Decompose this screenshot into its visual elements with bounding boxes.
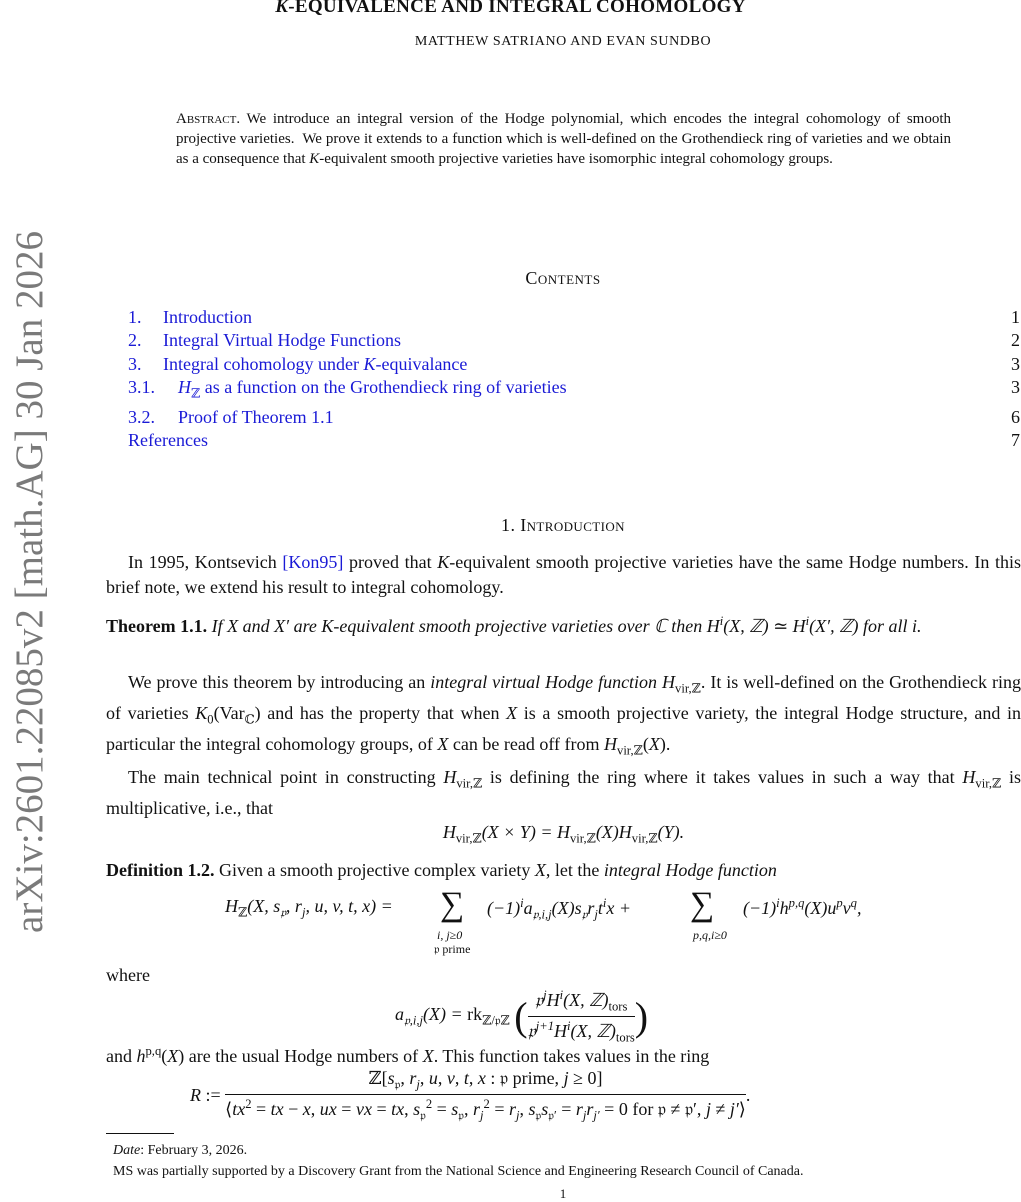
page-number: 1 bbox=[559, 1186, 567, 1201]
toc-item[interactable] bbox=[128, 353, 1020, 376]
hodge-numbers-paragraph: and $h^{p,q}(X)$ are the usual Hodge numbers of X. This function takes values in the ring bbox=[106, 1044, 710, 1066]
footnote-funding: MS was partially supported by a Discovery Grant from the National Science and Engineering Research Council of Canada. bbox=[113, 1164, 804, 1179]
toc-link-hz-function-grothendieck[interactable]: 3.1. $H_ℤ$ as a function on the Grothendieck ring of varieties bbox=[128, 376, 567, 401]
toc-item[interactable] bbox=[128, 429, 1020, 452]
toc-page-number: 6 bbox=[1011, 406, 1020, 427]
theorem-label: Theorem 1.1. bbox=[106, 616, 208, 636]
citation-kon95[interactable]: [Kon95] bbox=[282, 552, 344, 572]
toc-item[interactable] bbox=[128, 376, 1020, 406]
abstract-text: We introduce an integral version of the Hodge polynomial, which encodes the integral cohomology of smooth projective varieties. We prove it extends to a function which is well-defined on the Grothendieck ring of varieties and we obtain as a consequence that K-equivalent smooth projective varieties have isomorphic integral cohomology groups. bbox=[176, 111, 952, 167]
equation-ring-r: R := $ℤ[s_𝔭$, $r_j$, u, v, t, x : 𝔭 prime, j ≥ 0] $⟨tx^2$ = tx − x, ux = vx = tx, $s_𝔭^2 = s_𝔭$, $r_j^2 = r_j$, $s_𝔭s_{𝔭'} = r_jr_{j'} = 0$ for 𝔭 ≠ 𝔭′, j ≠ j′⟩ . bbox=[190, 1068, 751, 1123]
paper-authors: MATTHEW SATRIANO AND EVAN SUNDBO bbox=[414, 34, 712, 49]
toc-page-number: 1 bbox=[1011, 307, 1020, 327]
ring-denominator: $⟨tx^2$ = tx − x, ux = vx = tx, $s_𝔭^2 = s_𝔭$, $r_j^2 = r_j$, $s_𝔭s_{𝔭'} = r_jr_{j'} = 0$ for 𝔭 ≠ 𝔭′, j ≠ j′⟩ bbox=[225, 1096, 746, 1123]
toc-page-number: 7 bbox=[1011, 430, 1020, 451]
definition-1-2: Definition 1.2. Given a smooth projective complex variety X, let the integral Hodge function bbox=[106, 860, 777, 880]
abstract-label: Abstract. bbox=[176, 111, 241, 127]
paper-title: K-EQUIVALENCE AND INTEGRAL COHOMOLOGY bbox=[275, 0, 746, 17]
toc-page-number: 3 bbox=[1011, 376, 1020, 397]
toc-link-introduction[interactable]: 1. Introduction bbox=[128, 307, 252, 327]
equation-multiplicative: $H_{vir,ℤ}(X \times Y) = H_{vir,ℤ}(X)H_{vir,ℤ}(Y)$. bbox=[442, 822, 685, 846]
toc-link-proof-theorem[interactable]: 3.2. Proof of Theorem 1.1 bbox=[128, 406, 334, 427]
toc-item[interactable] bbox=[128, 329, 1020, 352]
equation-hodge-function: $H_ℤ(X$, $s_𝔭$, $r_j$, u, v, t, x) = ∑ i, j≥0 𝔭 prime $(-1)^ia_{𝔭,i,j}(X)s_𝔭r_jt^ix$ + ∑ p,q,i≥0 $(-1)^ih^{p,q}(X)u^pv^q$, bbox=[225, 886, 862, 956]
ring-numerator: $ℤ[s_𝔭$, $r_j$, u, v, t, x : 𝔭 prime, j ≥ 0] bbox=[225, 1068, 746, 1095]
toc-page-number: 2 bbox=[1011, 330, 1020, 351]
theorem-1-1 bbox=[106, 609, 1021, 639]
where-text: where bbox=[106, 965, 150, 985]
intro-paragraph-2: We prove this theorem by introducing an integral virtual Hodge function $H_{vir,ℤ}$. It is well-defined on the Grothendieck ring of varieties $K_0(Var_ℂ)$ and has the property that when X is a smooth projective variety, the integral Hodge structure, and in particular the integral cohomology groups, of X can be read off from $H_{vir,ℤ}(X)$. bbox=[106, 672, 1021, 758]
arxiv-sidebar-stamp: arXiv:2601.22085v2 [math.AG] 30 Jan 2026 bbox=[8, 231, 51, 933]
footnote-rule bbox=[106, 1133, 174, 1134]
footnote-date: Date: February 3, 2026. bbox=[113, 1143, 248, 1158]
toc-item[interactable] bbox=[128, 406, 1020, 429]
toc-link-references[interactable]: References bbox=[128, 430, 208, 451]
table-of-contents bbox=[128, 306, 1020, 452]
intro-paragraph-1: In 1995, Kontsevich [Kon95] proved that K-equivalent smooth projective varieties have the same Hodge numbers. In this brief note, we extend his result to integral cohomology. bbox=[106, 552, 1021, 597]
toc-link-integral-virtual-hodge-functions[interactable]: 2. Integral Virtual Hodge Functions bbox=[128, 330, 402, 351]
definition-label: Definition 1.2. bbox=[106, 860, 215, 880]
theorem-text: If X and X′ are K-equivalent smooth projective varieties over ℂ then $H^i(X$, ℤ) ≃ $H^i(X'$, ℤ) for all i. bbox=[211, 614, 922, 636]
toc-link-integral-cohomology-k-equivalence[interactable]: 3. Integral cohomology under K-equivalance bbox=[128, 353, 468, 374]
abstract bbox=[176, 109, 951, 169]
intro-paragraph-3: The main technical point in constructing $H_{vir,ℤ}$ is defining the ring where it takes values in such a way that $H_{vir,ℤ}$ is multiplicative, i.e., that bbox=[106, 767, 1021, 819]
contents-heading: Contents bbox=[525, 268, 601, 288]
toc-page-number: 3 bbox=[1011, 353, 1020, 374]
toc-item[interactable] bbox=[128, 306, 1020, 329]
equation-a-coefficient: $a_{𝔭,i,j}(X) = rk_{ℤ/𝔭ℤ}$ ( $\frac{𝔭^jH^i(X, ℤ)_{tors}}{𝔭^{j+1}H^i(X, ℤ)_{tors}}$ ) bbox=[395, 988, 649, 1045]
section-heading-introduction: 1. Introduction bbox=[501, 515, 625, 535]
